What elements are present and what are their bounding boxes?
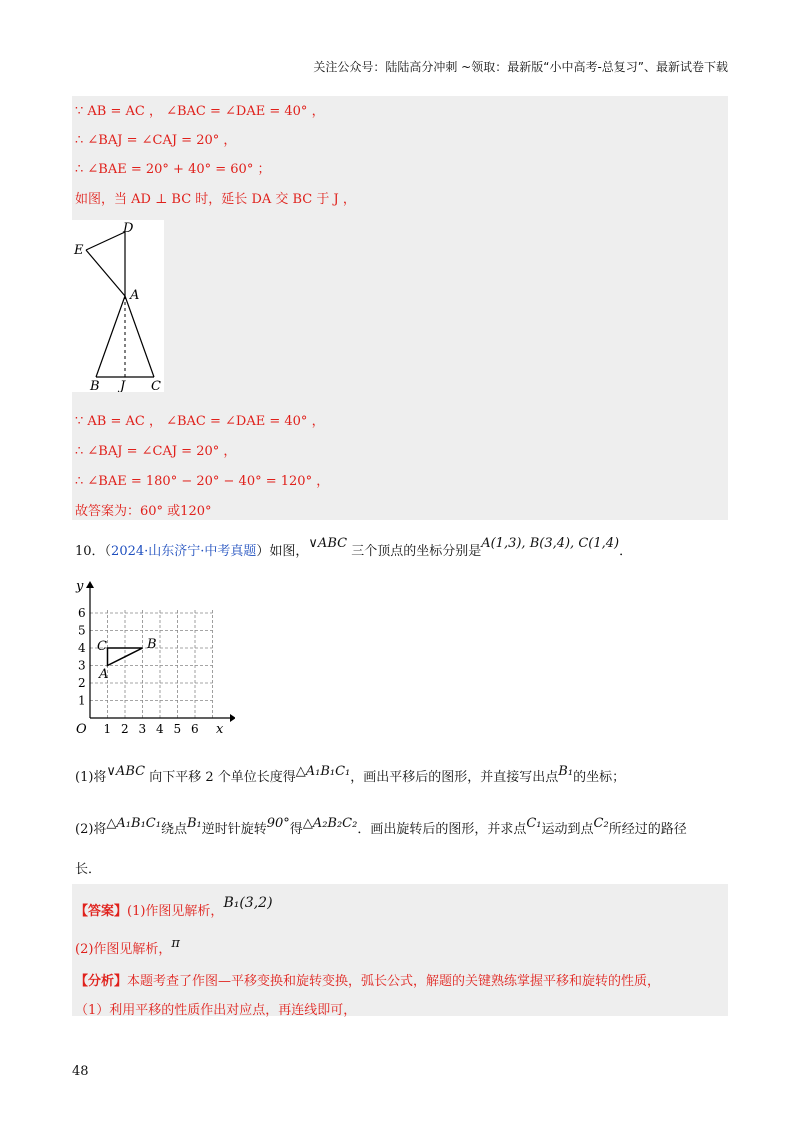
label-C: C: [151, 379, 161, 392]
answer-line-1: 【答案】(1)作图见解析，B₁(3,2): [75, 895, 273, 919]
solution-line: ∴ ∠BAE = 180° − 20° − 40° = 120° ，: [75, 474, 330, 489]
label-A: A: [130, 288, 140, 303]
y-axis-label: y: [76, 579, 84, 594]
label-C: C: [97, 639, 107, 654]
label-D: D: [123, 221, 134, 236]
label-B: B: [90, 379, 100, 392]
question-10: 10．（2024·山东济宁·中考真题）如图，∨ABC 三个顶点的坐标分别是A(1,3), B(3,4), C(1,4)．: [75, 536, 633, 559]
origin-label: O: [76, 722, 87, 737]
question-part-2: (2)将△A₁B₁C₁绕点B₁逆时针旋转90°得△A₂B₂C₂．画出旋转后的图形，并求点C₁运动到点C₂所经过的路径: [75, 816, 687, 837]
analysis-line-2: （1）利用平移的性质作出对应点，再连线即可，: [75, 1003, 357, 1018]
solution-line: ∴ ∠BAE = 20° + 40° = 60° ；: [75, 162, 271, 177]
analysis-tag: 【分析】: [75, 974, 128, 989]
answer-tag: 【答案】: [75, 904, 128, 919]
x-tick-label: 6: [191, 722, 199, 736]
question-part-1: (1)将∨ABC 向下平移 2 个单位长度得△A₁B₁C₁，画出平移后的图形，并直接写出点B₁的坐标；: [75, 764, 626, 785]
y-tick-label: 3: [78, 658, 86, 673]
question-source: 2024·山东济宁·中考真题: [111, 544, 257, 559]
y-tick-label: 6: [78, 606, 86, 620]
y-tick-label: 2: [78, 676, 86, 690]
x-tick-label: 2: [121, 722, 129, 736]
solution-line: ∴ ∠BAJ = ∠CAJ = 20° ，: [75, 444, 237, 459]
x-tick-label: 4: [156, 722, 164, 736]
triangle-figure-1: [72, 220, 164, 392]
x-tick-label: 5: [173, 722, 182, 736]
label-E: E: [74, 243, 84, 258]
vertex-coordinates: A(1,3), B(3,4), C(1,4): [481, 536, 620, 551]
y-tick-label: 4: [78, 641, 86, 655]
answer-line-2: (2)作图见解析，π: [75, 936, 180, 957]
coordinate-grid-figure: [70, 578, 235, 738]
label-J: J: [120, 379, 126, 392]
x-axis-label: x: [216, 722, 224, 737]
page-header: 关注公众号：陆陆高分冲刺 ~领取：最新版“小中高考-总复习”、最新试卷下载: [313, 60, 728, 74]
y-tick-label: 1: [78, 693, 86, 708]
analysis-line-1: 【分析】本题考查了作图—平移变换和旋转变换，弧长公式，解题的关键熟练掌握平移和旋转的性质，: [75, 974, 661, 989]
question-part-2-cont: 长．: [75, 862, 102, 877]
label-B: B: [147, 637, 157, 652]
question-number: 10．（: [75, 544, 112, 559]
answer-line: 故答案为：60° 或120°: [75, 504, 212, 519]
x-tick-label: 3: [138, 722, 147, 736]
solution-line: ∵ AB = AC ， ∠BAC = ∠DAE = 40° ，: [75, 414, 325, 429]
label-A: A: [99, 667, 109, 682]
x-tick-label: 1: [103, 722, 112, 736]
y-tick-label: 5: [78, 623, 86, 638]
triangle-symbol: ∨ABC: [308, 536, 348, 551]
solution-line: 如图，当 AD ⊥ BC 时，延长 DA 交 BC 于 J ，: [75, 192, 356, 207]
solution-line: ∵ AB = AC ， ∠BAC = ∠DAE = 40° ，: [75, 104, 325, 119]
solution-line: ∴ ∠BAJ = ∠CAJ = 20° ，: [75, 133, 237, 148]
page-number: 48: [72, 1064, 89, 1079]
